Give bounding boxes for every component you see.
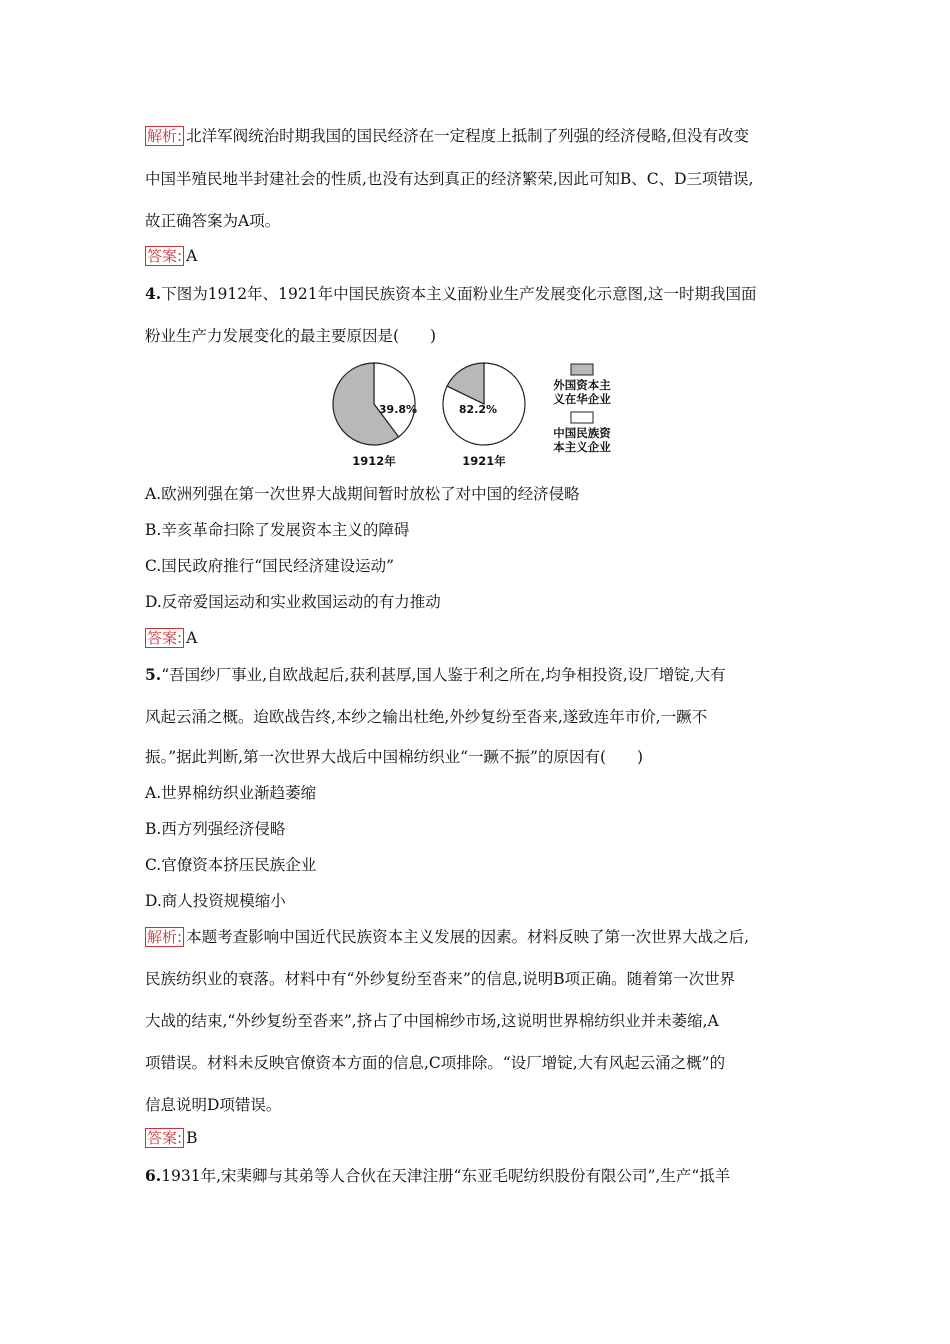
q4-option-c: C.国民政府推行“国民经济建设运动” — [145, 557, 395, 575]
legend-label: 本主义企业 — [553, 440, 611, 454]
answer-tag: 答案: — [147, 1129, 183, 1147]
q5-answer: 答案: B — [147, 1129, 198, 1147]
q5-stem-line-2: 风起云涌之概。迨欧战告终,本纱之输出杜绝,外纱复纷至沓来,遂致连年市价,一蹶不 — [145, 708, 708, 726]
pie-year-label: 1921年 — [462, 454, 506, 468]
q4-answer: 答案: A — [147, 629, 198, 647]
q5-stem-line-3: 振。”据此判断,第一次世界大战后中国棉纺织业“一蹶不振”的原因有( ) — [145, 748, 644, 766]
pie-year-label: 1912年 — [352, 454, 396, 468]
analysis-tag: 解析: — [147, 928, 183, 946]
q5-analysis-line-3: 大战的结束,“外纱复纷至沓来”,挤占了中国棉纱市场,这说明世界棉纺织业并未萎缩,A — [145, 1012, 719, 1030]
q4-option-d: D.反帝爱国运动和实业救国运动的有力推动 — [145, 593, 441, 611]
analysis-tag: 解析: — [147, 127, 183, 145]
legend-swatch — [571, 412, 593, 423]
question-number: 6. — [145, 1166, 162, 1185]
question-number: 4. — [145, 284, 162, 303]
q4-option-a: A.欧洲列强在第一次世界大战期间暂时放松了对中国的经济侵略 — [145, 485, 580, 503]
legend-label: 外国资本主 — [553, 378, 611, 392]
q5-option-d: D.商人投资规模缩小 — [145, 892, 286, 910]
answer-tag: 答案: — [147, 247, 183, 265]
q4-stem-line-2: 粉业生产力发展变化的最主要原因是( ) — [145, 327, 437, 345]
legend-swatch — [571, 364, 593, 375]
pie-chart-figure — [325, 355, 630, 470]
q6-stem-line-1: 6.1931年,宋棐卿与其弟等人合伙在天津注册“东亚毛呢纺织股份有限公司”,生产“抵羊 — [145, 1166, 731, 1185]
q5-stem-line-1: 5.“吾国纱厂事业,自欧战起后,获利甚厚,国人鉴于利之所在,均争相投资,设厂增锭,大有 — [145, 665, 726, 684]
question-number: 5. — [145, 665, 162, 684]
pie-value-label: 82.2% — [458, 403, 498, 416]
legend-label: 中国民族资 — [553, 426, 611, 440]
q5-option-b: B.西方列强经济侵略 — [145, 820, 286, 838]
q3-analysis-line-1: 解析: 北洋军阀统治时期我国的国民经济在一定程度上抵制了列强的经济侵略,但没有改变 — [147, 127, 749, 145]
legend-label: 义在华企业 — [553, 392, 611, 406]
q4-stem-line-1: 4.下图为1912年、1921年中国民族资本主义面粉业生产发展变化示意图,这一时期我国面 — [145, 284, 757, 303]
q5-option-a: A.世界棉纺织业渐趋萎缩 — [145, 784, 317, 802]
q3-answer: 答案: A — [147, 247, 198, 265]
answer-tag: 答案: — [147, 629, 183, 647]
q5-analysis-line-1: 解析: 本题考查影响中国近代民族资本主义发展的因素。材料反映了第一次世界大战之后, — [147, 928, 749, 946]
pie-value-label: 39.8% — [378, 403, 418, 416]
q5-analysis-line-4: 项错误。材料未反映官僚资本方面的信息,C项排除。“设厂增锭,大有风起云涌之概”的 — [145, 1054, 726, 1072]
q4-option-b: B.辛亥革命扫除了发展资本主义的障碍 — [145, 521, 410, 539]
q5-option-c: C.官僚资本挤压民族企业 — [145, 856, 317, 874]
q5-analysis-line-5: 信息说明D项错误。 — [145, 1096, 282, 1114]
q3-analysis-line-3: 故正确答案为A项。 — [145, 212, 281, 230]
q5-analysis-line-2: 民族纺织业的衰落。材料中有“外纱复纷至沓来”的信息,说明B项正确。随着第一次世界 — [145, 970, 736, 988]
q3-analysis-line-2: 中国半殖民地半封建社会的性质,也没有达到真正的经济繁荣,因此可知B、C、D三项错误, — [145, 170, 754, 188]
